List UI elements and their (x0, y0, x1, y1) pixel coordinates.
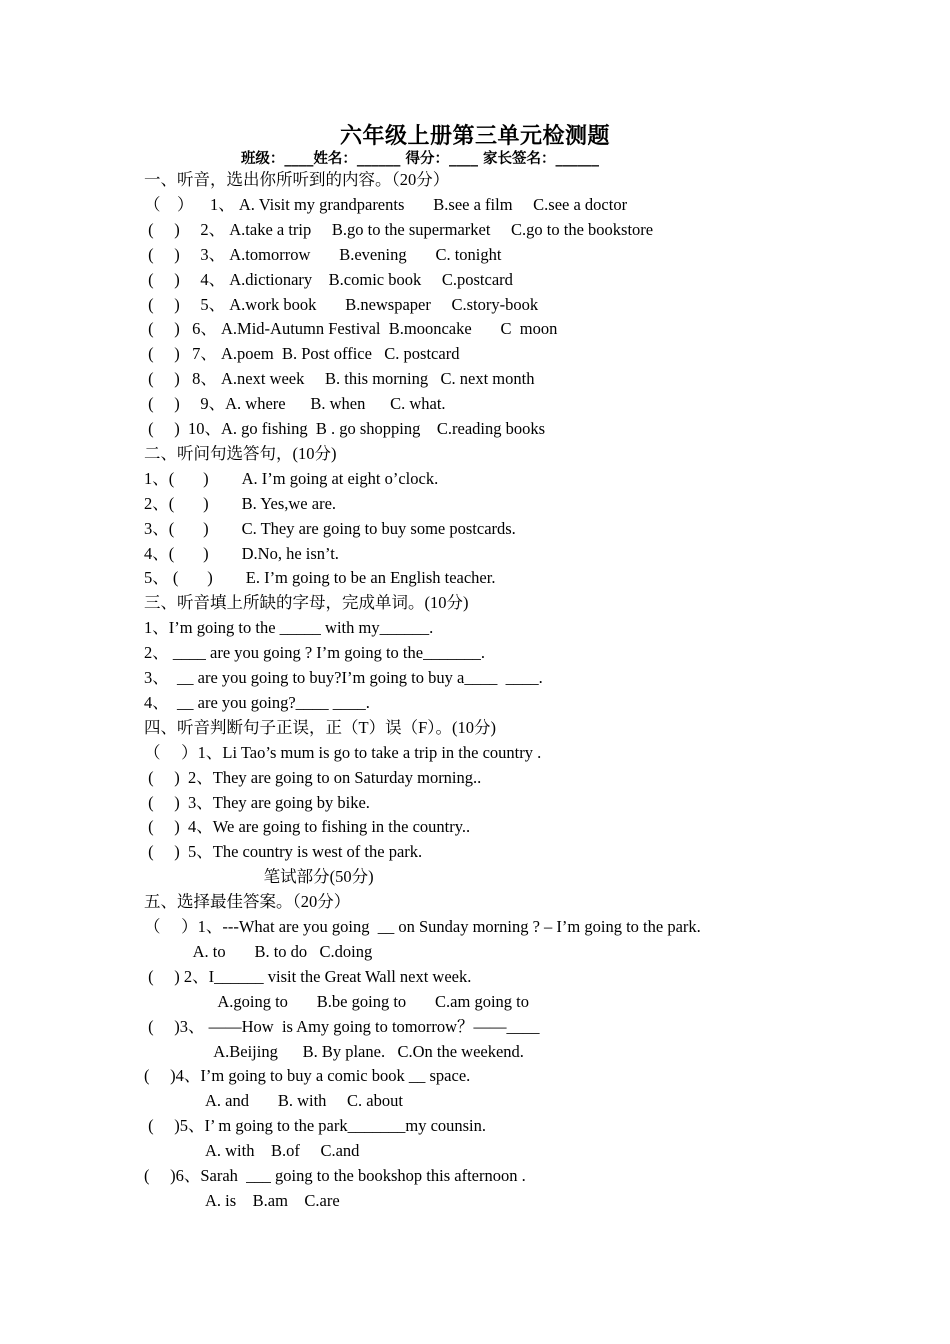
worksheet-line: ( ) 2、I______ visit the Great Wall next week. (144, 966, 472, 986)
worksheet-line: ( ) 8、 A.next week B. this morning C. next month (144, 369, 535, 389)
worksheet-line: 五、选择最佳答案。（20分） (144, 892, 351, 912)
worksheet-line: 笔试部分(50分) (144, 867, 374, 887)
worksheet-line: （ ） 1、 A. Visit my grandparents B.see a film C.see a doctor (144, 194, 628, 214)
worksheet-line: 2、 ____ are you going ? I’m going to the_______. (144, 643, 485, 663)
worksheet-line: ( ) 3、They are going by bike. (144, 792, 370, 812)
worksheet-line: 一、听音，选出你所听到的内容。（20分） (144, 170, 450, 189)
worksheet-line: A. to B. to do C.doing (144, 941, 373, 961)
worksheet-line: A. is B.am C.are (144, 1190, 340, 1210)
worksheet-line: 3、( ) C. They are going to buy some postcards. (144, 518, 516, 538)
worksheet-line: 4、( ) D.No, he isn’t. (144, 543, 339, 563)
worksheet-line: ( ) 10、A. go fishing B . go shopping C.reading books (144, 419, 546, 438)
worksheet-line: A. and B. with C. about (144, 1091, 403, 1111)
student-info-line: 班级：____姓名：______ 得分：____ 家长签名：______ (240, 151, 600, 167)
worksheet-line: 三、听音填上所缺的字母，完成单词。(10分) (144, 593, 469, 613)
worksheet-line: 1、I’m going to the _____ with my______. (144, 618, 434, 638)
worksheet-line: ( )3、 ——How is Amy going to tomorrow？——____ (144, 1016, 540, 1036)
worksheet-line: ( ) 4、 A.dictionary B.comic book C.postcard (144, 269, 513, 289)
worksheet-line: ( ) 6、 A.Mid-Autumn Festival B.mooncake C moon (144, 319, 558, 339)
worksheet-line: A. with B.of C.and (144, 1141, 360, 1161)
worksheet-line: ( ) 2、 A.take a trip B.go to the supermarket C.go to the bookstore (144, 219, 654, 239)
worksheet-line: ( ) 3、 A.tomorrow B.evening C. tonight (144, 244, 502, 264)
worksheet-line: （ ）1、---What are you going __ on Sunday morning ? – I’m going to the park. (144, 917, 701, 936)
worksheet-line: 3、 __ are you going to buy?I’m going to buy a____ ____. (144, 668, 543, 687)
worksheet-line: ( )5、I’ m going to the park_______my counsin. (144, 1116, 487, 1136)
worksheet-line: ( ) 7、 A.poem B. Post office C. postcard (144, 344, 460, 364)
worksheet-line: ( ) 5、The country is west of the park. (144, 842, 423, 862)
worksheet-line: （ ）1、Li Tao’s mum is go to take a trip in the country . (144, 742, 542, 762)
worksheet-line: 5、 ( ) E. I’m going to be an English teacher. (144, 568, 496, 588)
worksheet-title: 六年级上册第三单元检测题 (339, 124, 610, 149)
worksheet-line: ( ) 9、A. where B. when C. what. (144, 394, 446, 414)
worksheet-line: A.going to B.be going to C.am going to (144, 991, 530, 1011)
worksheet-line: 二、听问句选答句，(10分) (144, 443, 337, 463)
worksheet-line: 1、( ) A. I’m going at eight o’clock. (144, 468, 439, 488)
worksheet-line: ( ) 4、We are going to fishing in the country.. (144, 817, 471, 837)
worksheet-line: 2、( ) B. Yes,we are. (144, 493, 337, 513)
worksheet-line: 4、 __ are you going?____ ____. (144, 692, 370, 712)
worksheet-line: 四、听音判断句子正误，正（T）误（F）。(10分) (144, 717, 496, 737)
worksheet-line: ( )6、Sarah ___ going to the bookshop this afternoon . (144, 1166, 526, 1185)
worksheet-line: ( ) 2、They are going to on Saturday morning.. (144, 767, 482, 787)
worksheet-line: A.Beijing B. By plane. C.On the weekend. (144, 1041, 524, 1061)
worksheet-line: ( )4、I’m going to buy a comic book __ space. (144, 1066, 471, 1086)
worksheet-line: ( ) 5、 A.work book B.newspaper C.story-book (144, 294, 539, 314)
